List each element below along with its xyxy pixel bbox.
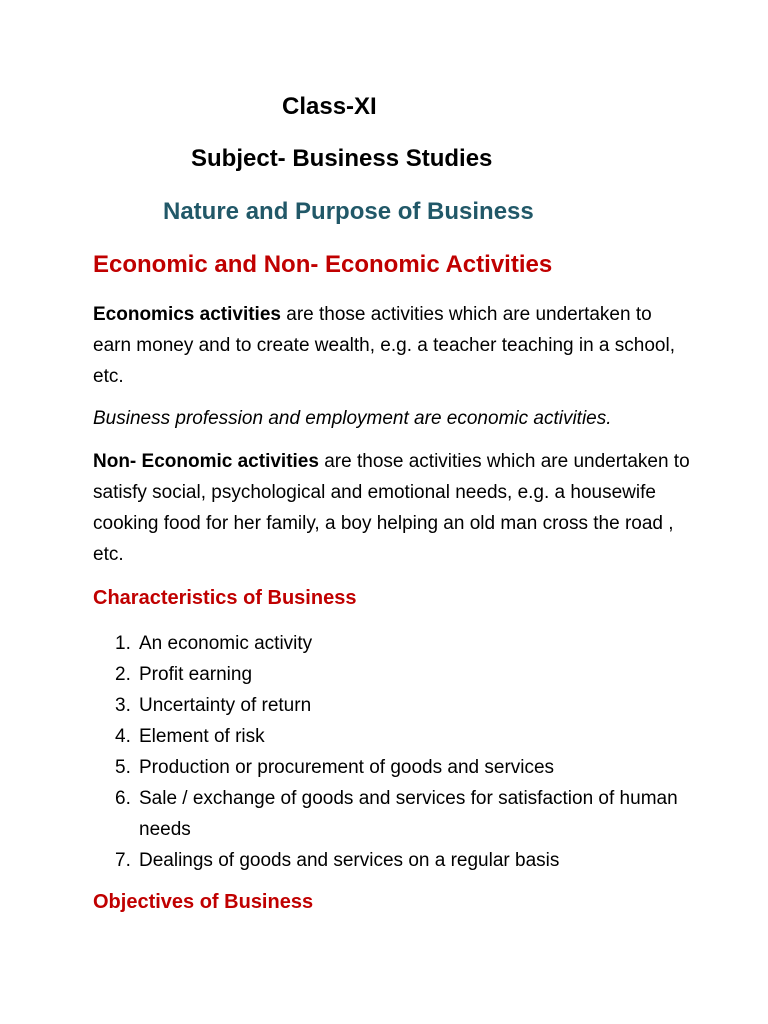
class-title: Class-XI xyxy=(282,93,377,120)
list-item xyxy=(115,783,705,845)
list-item-number: 3. xyxy=(115,695,131,716)
list-item-text: Profit earning xyxy=(139,664,253,685)
list-item-text: Uncertainty of return xyxy=(139,695,312,716)
list-item-text: Sale / exchange of goods and services for satisfaction of human needs xyxy=(139,788,678,840)
list-item-number: 2. xyxy=(115,664,131,685)
economic-activities-note: Business profession and employment are economic activities. xyxy=(93,408,612,429)
non-economic-activities-paragraph xyxy=(93,446,693,570)
list-item-text: Production or procurement of goods and services xyxy=(139,757,555,778)
list-item-text: Element of risk xyxy=(139,726,265,747)
economic-activities-definition: are those activities which are undertaken to earn money and to create wealth, e.g. a teacher teaching in a school, etc. xyxy=(93,304,675,387)
characteristics-list xyxy=(115,628,705,876)
list-item-number: 6. xyxy=(115,788,131,809)
economic-activities-term: Economics activities xyxy=(93,304,281,325)
list-item xyxy=(115,721,705,752)
economic-activities-paragraph xyxy=(93,299,693,392)
list-item xyxy=(115,690,705,721)
list-item xyxy=(115,845,705,876)
list-item-number: 1. xyxy=(115,633,131,654)
list-item xyxy=(115,628,705,659)
characteristics-heading: Characteristics of Business xyxy=(93,587,357,609)
list-item-text: An economic activity xyxy=(139,633,313,654)
subject-title: Subject- Business Studies xyxy=(191,145,493,172)
list-item xyxy=(115,752,705,783)
list-item-number: 5. xyxy=(115,757,131,778)
section-heading-economic-activities: Economic and Non- Economic Activities xyxy=(93,251,553,278)
list-item xyxy=(115,659,705,690)
non-economic-activities-term: Non- Economic activities xyxy=(93,451,319,472)
list-item-text: Dealings of goods and services on a regular basis xyxy=(139,850,560,871)
list-item-number: 7. xyxy=(115,850,131,871)
topic-title: Nature and Purpose of Business xyxy=(163,198,534,225)
non-economic-activities-definition: are those activities which are undertaken to satisfy social, psychological and emotional needs, e.g. a housewife cooking food for her family, a boy helping an old man cross the road , etc. xyxy=(93,451,690,565)
list-item-number: 4. xyxy=(115,726,131,747)
objectives-heading: Objectives of Business xyxy=(93,891,314,913)
